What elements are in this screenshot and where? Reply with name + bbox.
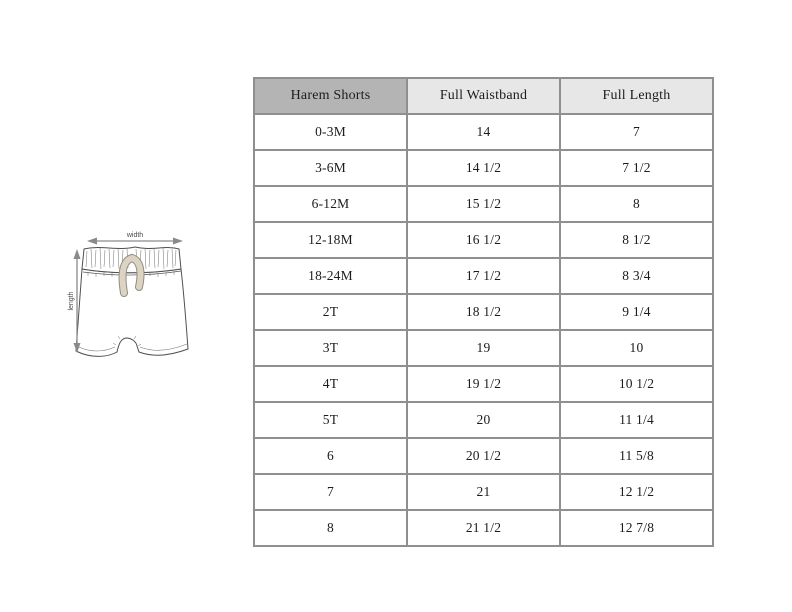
size-cell: 3-6M — [254, 150, 407, 186]
size-cell: 4T — [254, 366, 407, 402]
size-cell: 2T — [254, 294, 407, 330]
harem-shorts-diagram — [60, 225, 210, 370]
size-cell: 6 — [254, 438, 407, 474]
length-cell: 12 1/2 — [560, 474, 713, 510]
length-cell: 8 — [560, 186, 713, 222]
length-cell: 12 7/8 — [560, 510, 713, 546]
size-cell: 5T — [254, 402, 407, 438]
size-cell: 18-24M — [254, 258, 407, 294]
length-cell: 11 1/4 — [560, 402, 713, 438]
table-row — [254, 330, 713, 366]
shorts-body — [76, 269, 188, 356]
length-cell: 11 5/8 — [560, 438, 713, 474]
table-row — [254, 186, 713, 222]
length-cell: 7 1/2 — [560, 150, 713, 186]
width-arrow-icon — [87, 232, 183, 245]
size-cell: 0-3M — [254, 114, 407, 150]
size-cell: 3T — [254, 330, 407, 366]
size-cell: 8 — [254, 510, 407, 546]
header-row — [254, 78, 713, 114]
waistband-cell: 14 1/2 — [407, 150, 560, 186]
table-row — [254, 114, 713, 150]
waistband-cell: 20 1/2 — [407, 438, 560, 474]
length-cell: 7 — [560, 114, 713, 150]
width-label: width — [126, 232, 144, 239]
waistband-cell: 21 1/2 — [407, 510, 560, 546]
waistband-cell: 18 1/2 — [407, 294, 560, 330]
column-header-product: Harem Shorts — [254, 78, 407, 114]
table-row — [254, 150, 713, 186]
length-cell: 10 — [560, 330, 713, 366]
size-chart-table — [253, 77, 714, 547]
table-row — [254, 366, 713, 402]
length-label: length — [68, 291, 75, 311]
column-header-length: Full Length — [560, 78, 713, 114]
table-row — [254, 222, 713, 258]
table-row — [254, 474, 713, 510]
waistband-cell: 15 1/2 — [407, 186, 560, 222]
column-header-waistband: Full Waistband — [407, 78, 560, 114]
waistband-cell: 17 1/2 — [407, 258, 560, 294]
table-row — [254, 294, 713, 330]
table-row — [254, 510, 713, 546]
length-cell: 8 3/4 — [560, 258, 713, 294]
waistband-cell: 19 — [407, 330, 560, 366]
size-cell: 12-18M — [254, 222, 407, 258]
waistband-cell: 19 1/2 — [407, 366, 560, 402]
size-chart — [253, 77, 714, 546]
shorts-sketch — [60, 225, 210, 370]
waistband-cell: 21 — [407, 474, 560, 510]
waistband-cell: 16 1/2 — [407, 222, 560, 258]
table-row — [254, 402, 713, 438]
waistband-cell: 14 — [407, 114, 560, 150]
waistband-cell: 20 — [407, 402, 560, 438]
size-cell: 6-12M — [254, 186, 407, 222]
table-row — [254, 258, 713, 294]
length-cell: 8 1/2 — [560, 222, 713, 258]
length-cell: 9 1/4 — [560, 294, 713, 330]
length-cell: 10 1/2 — [560, 366, 713, 402]
table-row — [254, 438, 713, 474]
size-cell: 7 — [254, 474, 407, 510]
